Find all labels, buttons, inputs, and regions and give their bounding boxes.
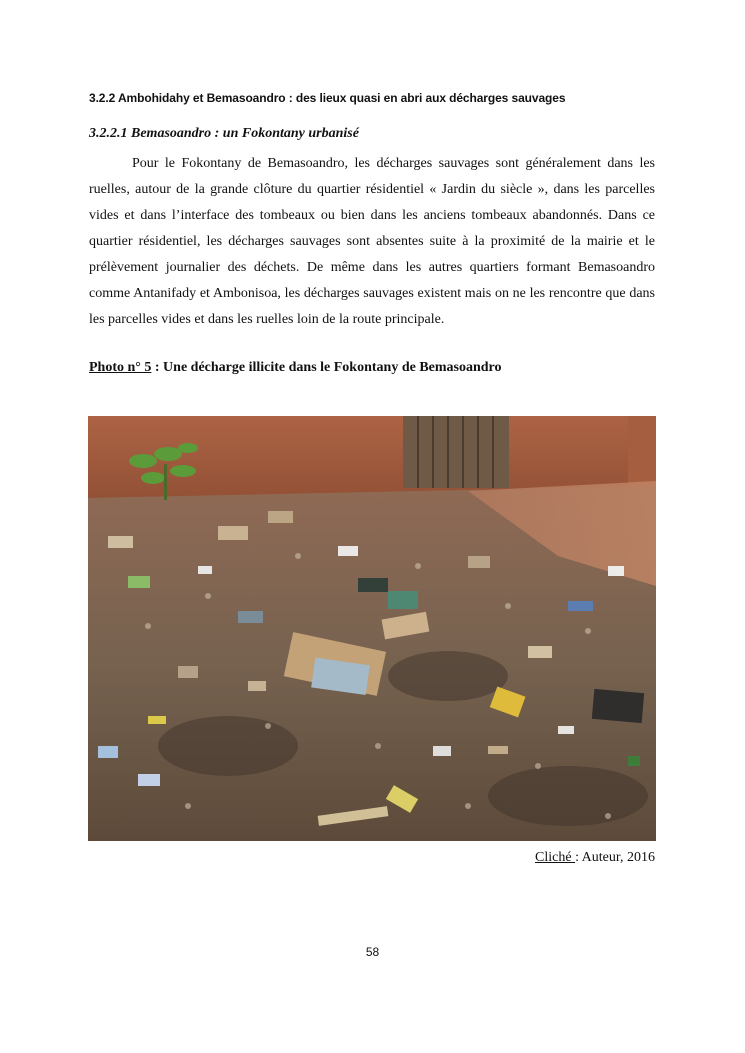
photo-caption-text: : Une décharge illicite dans le Fokontany de Bemasoandro [151,360,502,375]
photo-credit [535,850,655,866]
subsection-heading: 3.2.2.1 Bemasoandro : un Fokontany urbanisé [89,126,359,141]
dump-site-photo [88,416,656,841]
body-paragraph: Pour le Fokontany de Bemasoandro, les décharges sauvages sont généralement dans les ruelles, autour de la grande clôture du quartier résidentiel « Jardin du siècle », dans les parcelles vides et dans l’interface des tombeaux ou bien dans les anciens tombeaux abandonnés. Dans ce quartier résidentiel, les décharges sauvages sont absentes suite à la proximité de la mairie et le prélèvement journalier des déchets. De même dans les autres quartiers formant Bemasoandro comme Antanifady et Ambonisoa, les décharges sauvages existent mais on ne les rencontre que dans les parcelles vides et dans les ruelles loin de la route principale. [89,156,655,327]
photo-credit-text: : Auteur, 2016 [575,850,655,865]
page-number: 58 [365,945,380,959]
photo-caption-label: Photo n° 5 [89,360,152,375]
photo-caption [89,360,502,376]
section-heading: 3.2.2 Ambohidahy et Bemasoandro : des lieux quasi en abri aux décharges sauvages [89,91,566,105]
photo-credit-label: Cliché [535,850,576,865]
